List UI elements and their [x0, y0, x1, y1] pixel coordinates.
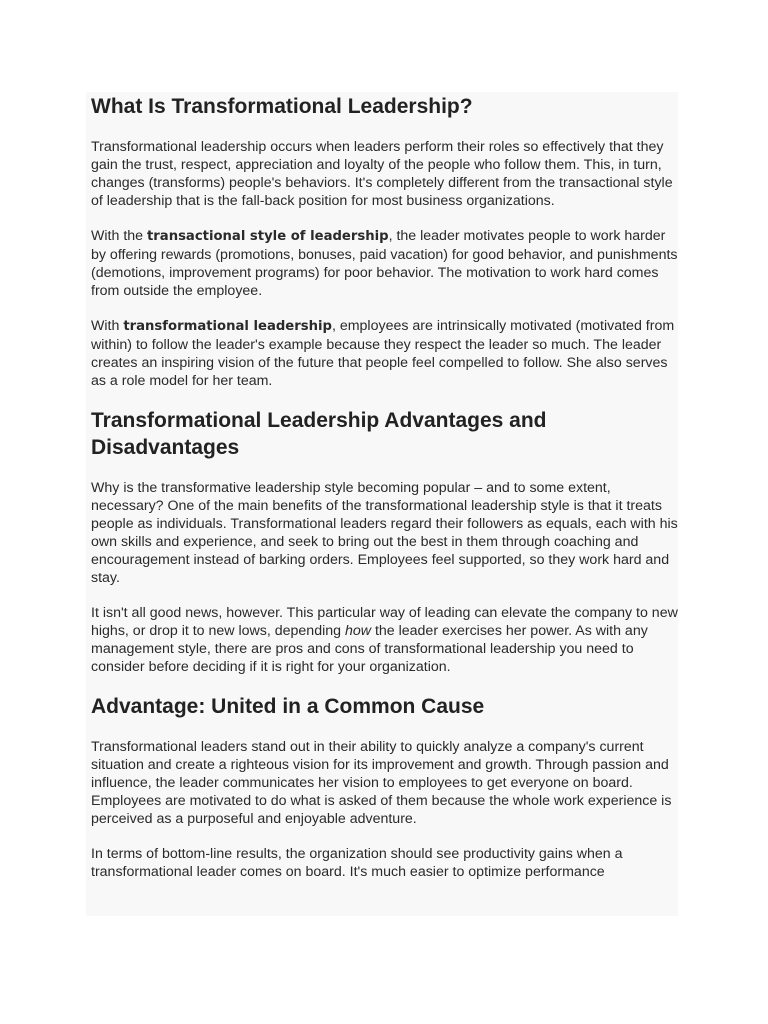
- emphasis-how: how: [344, 623, 371, 639]
- keyword-transformational-leadership: transformational leadership: [123, 319, 332, 334]
- paragraph-why-popular: Why is the transformative leadership style becoming popular – and to some extent, necessary? One of the main benefits of the transformational leadership style is that it treats people as individuals. Transformational leaders regard their followers as equals, each with his own skills and experience, and seek to bring out the best in them through coaching and encouragement instead of barking orders. Employees feel supported, so they work hard and stay.: [91, 480, 678, 586]
- heading-advantage-common-cause: Advantage: United in a Common Cause: [91, 695, 485, 718]
- heading-advantages-disadvantages: Transformational Leadership Advantages and Disadvantages: [91, 409, 547, 459]
- paragraph-not-all-good-news: [91, 604, 678, 676]
- paragraph-transformational-pre: With: [91, 318, 124, 334]
- paragraph-transactional-post: , the leader motivates people to work harder by offering rewards (promotions, bonuses, paid vacation) for good behavior, and punishments (demotions, improvement programs) for poor behavior. The motivation to work hard comes from outside the employee.: [91, 228, 678, 299]
- paragraph-transformational-post: , employees are intrinsically motivated (motivated from within) to follow the leader's example because they respect the leader so much. The leader creates an inspiring vision of the future that people feel compelled to follow. She also serves as a role model for her team.: [91, 318, 675, 389]
- paragraph-transactional: [91, 227, 678, 300]
- paragraph-definition: Transformational leadership occurs when leaders perform their roles so effectively that they gain the trust, respect, appreciation and loyalty of the people who follow them. This, in turn, changes (transforms) people's behaviors. It's completely different from the transactional style of leadership that is the fall-back position for most business organizations.: [91, 139, 673, 209]
- article-body: [86, 92, 678, 916]
- paragraph-stand-out: Transformational leaders stand out in their ability to quickly analyze a company's current situation and create a righteous vision for its improvement and growth. Through passion and influence, the leader communicates her vision to employees to get everyone on board. Employees are motivated to do what is asked of them because the whole work experience is perceived as a purposeful and enjoyable adventure.: [91, 739, 672, 827]
- keyword-transactional-style: transactional style of leadership: [146, 229, 389, 244]
- paragraph-bottom-line: In terms of bottom-line results, the organization should see productivity gains when a transformational leader comes on board. It's much easier to optimize performance: [91, 846, 623, 880]
- paragraph-not-all-good-news-pre: It isn't all good news, however. This particular way of leading can elevate the company to new highs, or drop it to new lows, depending: [91, 605, 678, 639]
- paragraph-transformational: [91, 317, 678, 390]
- paragraph-not-all-good-news-post: the leader exercises her power. As with any management style, there are pros and cons of transformational leadership you need to consider before deciding if it is right for your organization.: [91, 623, 648, 675]
- paragraph-transactional-pre: With the: [91, 228, 147, 244]
- heading-what-is-transformational-leadership: What Is Transformational Leadership?: [91, 95, 473, 118]
